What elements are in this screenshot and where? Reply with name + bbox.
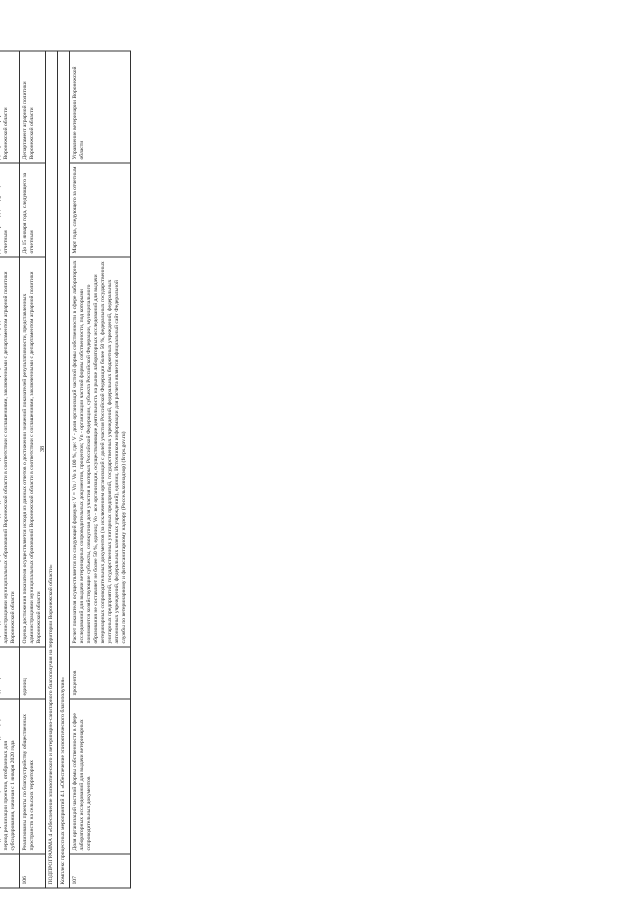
subprogram-title: ПОДПРОГРАММА 4 «Обеспечение эпизоотического и ветеринарно-санитарного благополучия на территории Воронежской области» (45, 51, 57, 888)
indicator-table-sheet (0, 52, 335, 889)
table-row (19, 51, 45, 888)
indicator-deadline: отчетным (0, 163, 19, 257)
indicator-unit (0, 647, 19, 699)
indicator-deadline: Март года, следующего за отчетным (69, 163, 130, 257)
indicator-responsible: Управление ветеринарии Воронежской области (69, 51, 130, 163)
table-row (0, 51, 19, 888)
indicator-name: Доля организаций частной формы собственности в сфере лабораторных исследований для выдачи ветеринарных сопроводительных документов (69, 699, 130, 854)
indicator-algorithm: Оценка достижения показателя осуществляется исходя из данных отчетов о достижении значений показателей результативности, представленных администрациями муниципальных образований Воронежской области в соответствии с соглашениями, заключенными с департаментом аграрной политики Воронежской области (19, 257, 45, 647)
indicator-number: 106 (19, 854, 45, 888)
indicator-number: 107 (69, 854, 130, 888)
table-row (69, 51, 130, 888)
indicator-responsible: Воронежской области (0, 51, 19, 163)
indicator-number (0, 854, 19, 888)
indicator-algorithm: Расчет показателя осуществляется по следующей формуле: V = Vn / Vo x 100 %, где: V - доля организаций частной формы собственности в сфере лабораторных исследований для выдачи ветеринарных сопроводительных документов, процентов; Vn - организации частной формы собственности, под которыми понимаются хозяйствующие субъекты, совокупная доля участия в которых Российской Федерации, субъекта Российской Федерации, муниципального образования не составляет не более 50 %, единиц; Vo - все организации, осуществляющие деятельность на рынке лабораторных исследований для выдачи ветеринарных сопроводительных документов (за исключением организаций с долей участия Российской Федерации более 50 %, федеральных государственных унитарных предприятий, государственных унитарных предприятий, государственных учреждений, федеральных бюджетных учреждений, федеральных автономных учреждений, федеральных казенных учреждений), единиц. Источником информации для расчета является официальный сайт Федеральной службы по ветеринарному и фитосанитарному надзору (Россельхознадзор) (fsvps.gov.ru) (69, 257, 130, 647)
indicator-name: Реализованы проекты по благоустройству общественных пространств на сельских территориях (19, 699, 45, 854)
indicator-responsible: Департамент аграрной политики Воронежской области (19, 51, 45, 163)
indicator-unit: единиц (19, 647, 45, 699)
indicator-unit: процентов (69, 647, 130, 699)
indicator-deadline: До 15 января года, следующего за отчетным (19, 163, 45, 257)
indicator-name: период реализации проектов, отобранных для субсидирования, начиная с 1 января 2020 года (0, 699, 19, 854)
indicator-algorithm: администрациями муниципальных образований Воронежской области в соответствии с соглашениями, заключенными с департаментом аграрной политики Воронежской области (0, 257, 19, 647)
indicator-table (0, 51, 131, 889)
subprogram-row (45, 51, 57, 888)
activity-row (57, 51, 69, 888)
page-number: 38 (40, 446, 46, 452)
activity-title: Комплекс процессных мероприятий 4.1 «Обеспечение эпизоотического благополучия» (57, 51, 69, 888)
